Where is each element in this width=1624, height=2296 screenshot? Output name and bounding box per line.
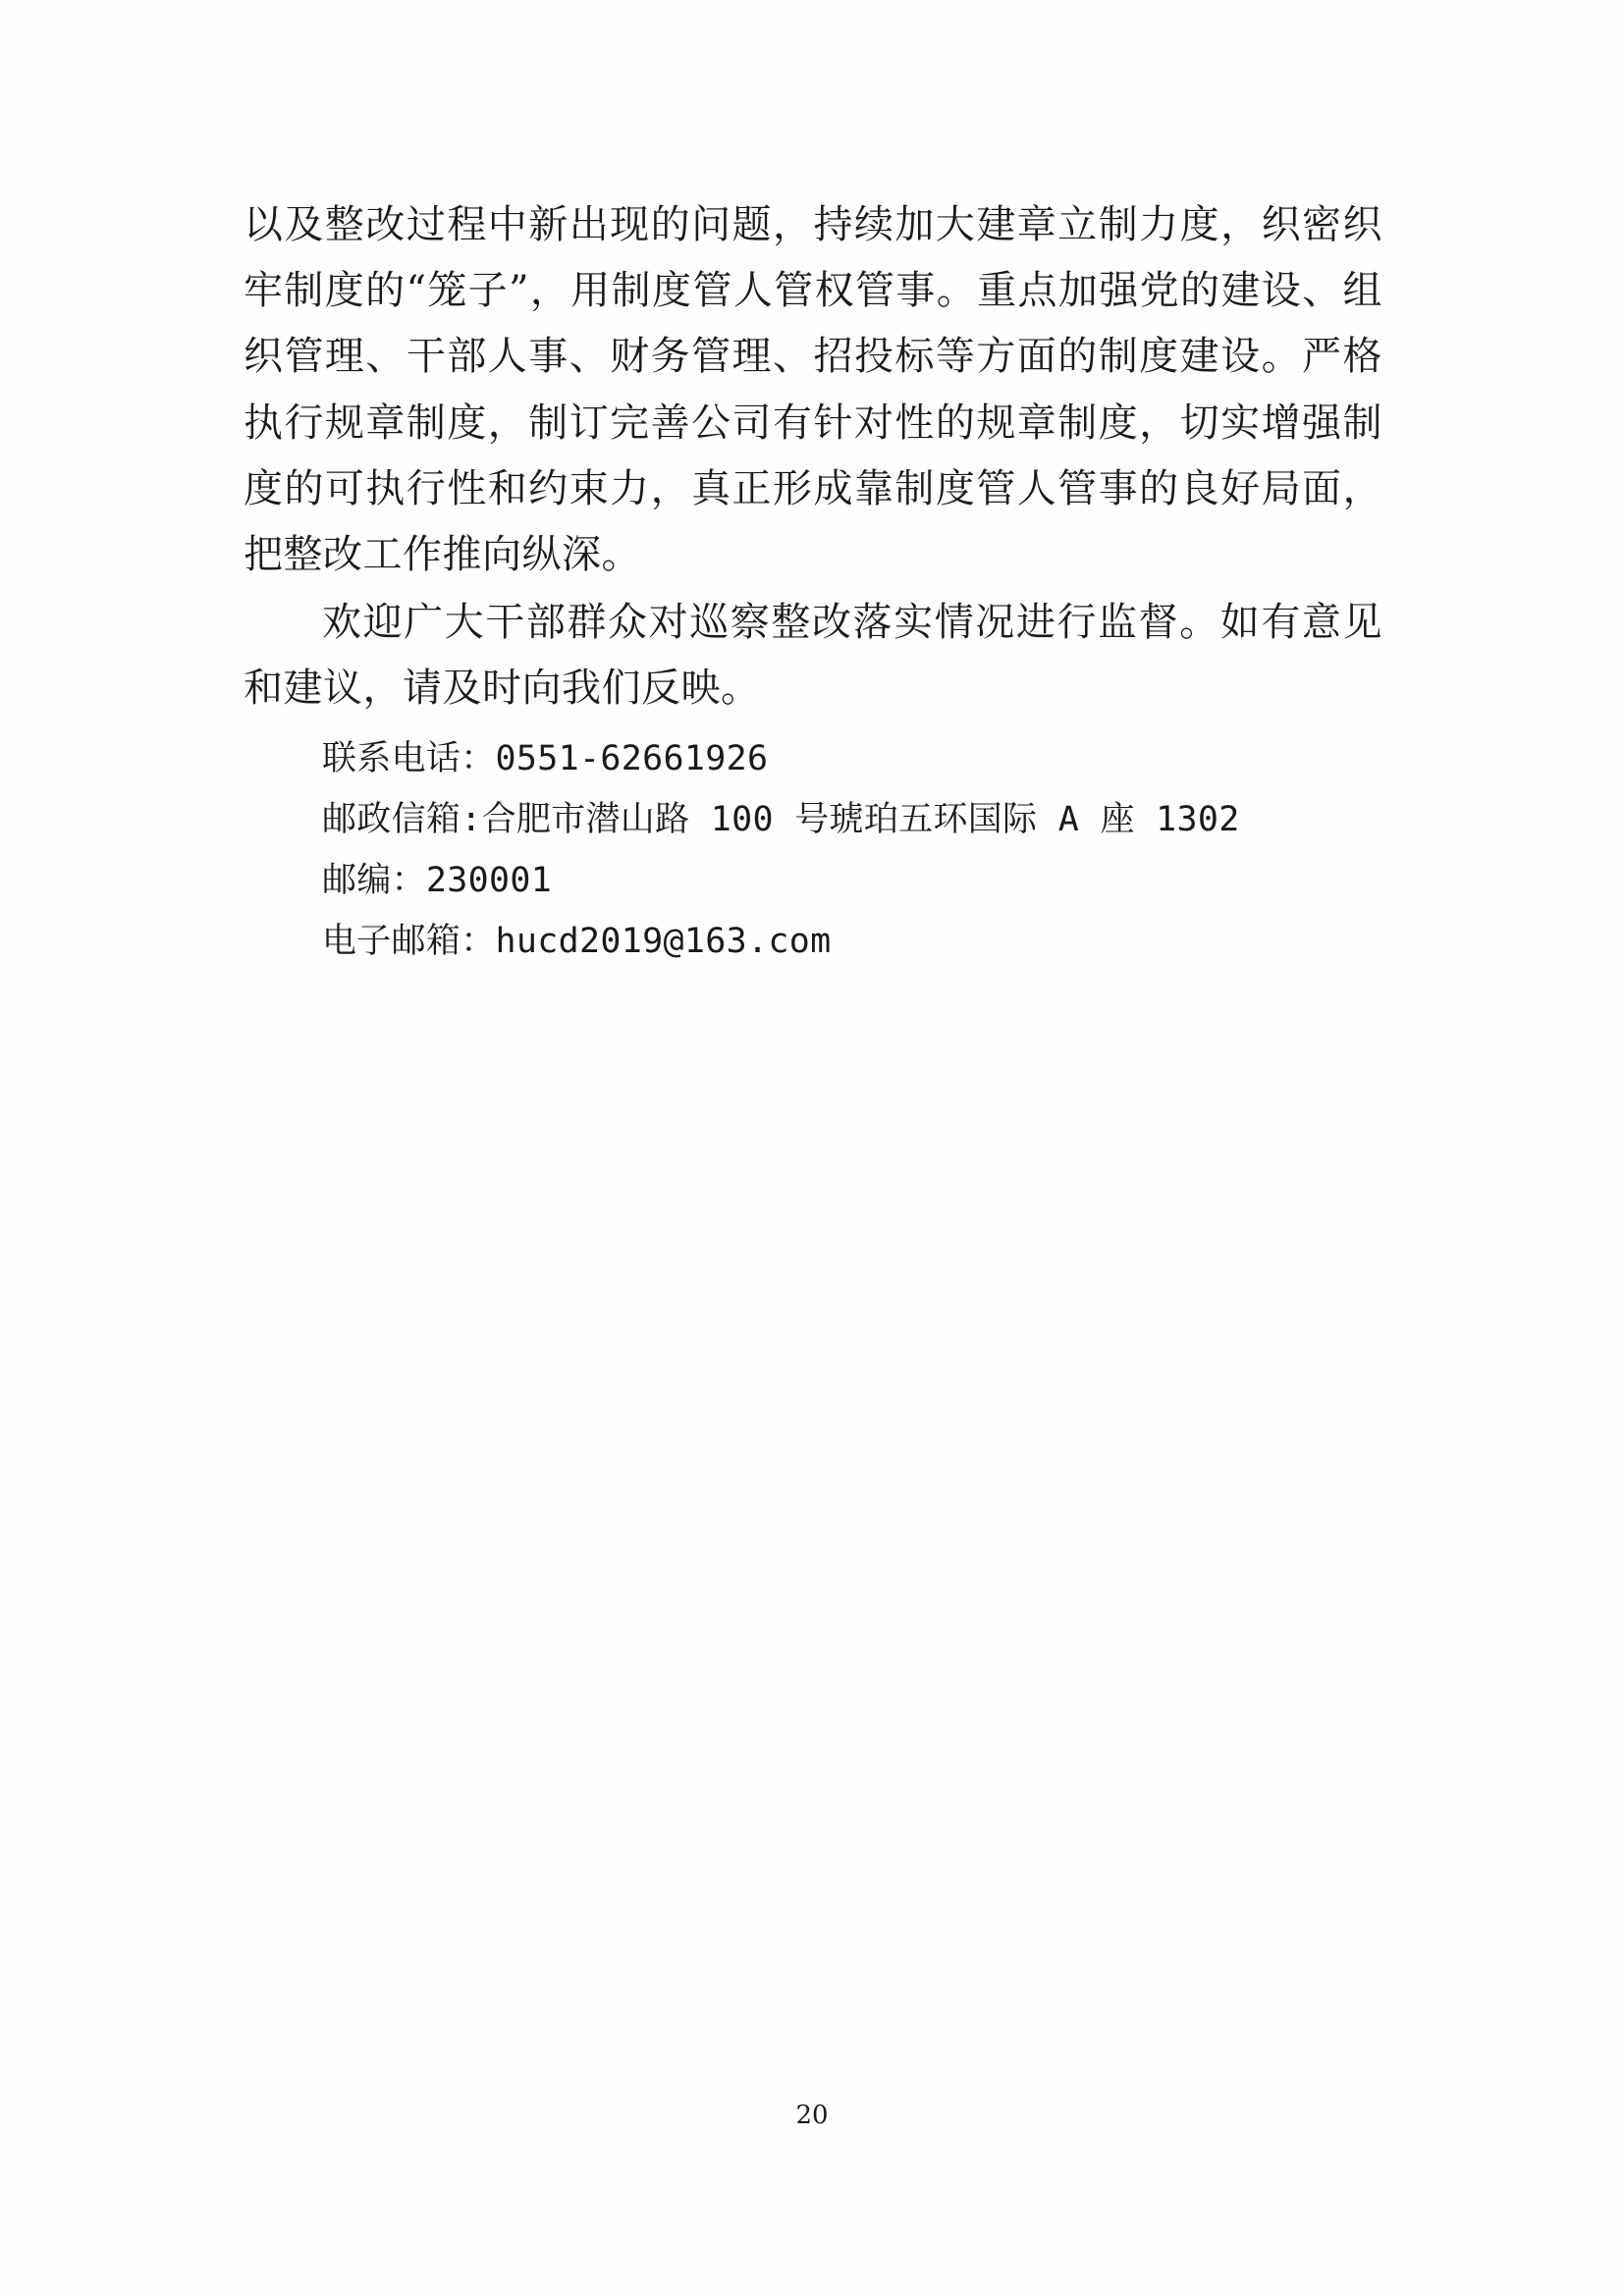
page-number: 20: [795, 2101, 829, 2130]
contact-information-block: [244, 728, 1382, 973]
contact-phone-line: 联系电话：0551-62661926: [322, 738, 769, 778]
contact-postal-address-line: 邮政信箱:合肥市潜山路 100 号琥珀五环国际 A 座 1302: [322, 799, 1240, 839]
contact-postcode-line: 邮编：230001: [322, 861, 553, 901]
contact-email-line: 电子邮箱：hucd2019@163.com: [322, 922, 832, 962]
body-paragraph-1: 以及整改过程中新出现的问题，持续加大建章立制力度，织密织牢制度的“笼子”，用制度管人管权管事。重点加强党的建设、组织管理、干部人事、财务管理、招投标等方面的制度建设。严格执行规章制度，制订完善公司有针对性的规章制度，切实增强制度的可执行性和约束力，真正形成靠制度管人管事的良好局面，把整改工作推向纵深。: [244, 202, 1382, 577]
body-paragraph-2: 欢迎广大干部群众对巡察整改落实情况进行监督。如有意见和建议，请及时向我们反映。: [244, 600, 1382, 712]
page-content: [244, 192, 1382, 973]
